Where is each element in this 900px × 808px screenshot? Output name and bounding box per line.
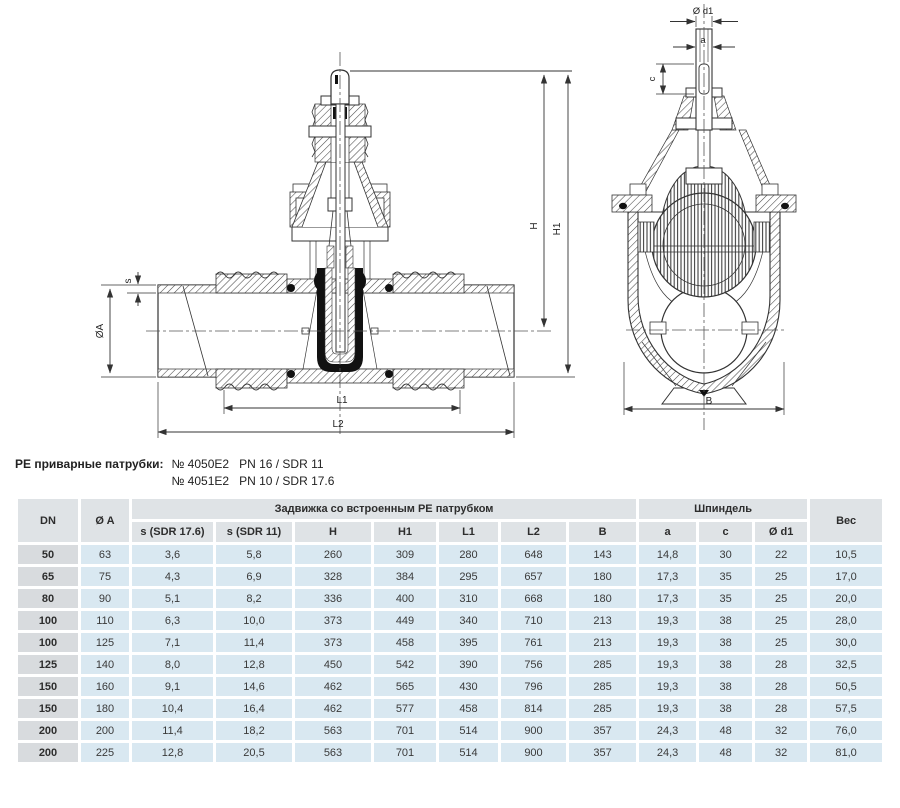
col-header-l1: L1 [439,522,498,542]
cell: 280 [439,545,498,564]
cell: 756 [501,655,566,674]
cell: 18,2 [216,721,292,740]
cell: 6,9 [216,567,292,586]
cell: 28 [755,655,807,674]
cell: 225 [81,743,129,762]
dim-label-da: ØA [95,323,106,339]
cell-dn: 125 [18,655,78,674]
cell: 24,3 [639,743,696,762]
cell: 38 [699,611,752,630]
cell: 309 [374,545,436,564]
cell-dn: 100 [18,611,78,630]
cell: 814 [501,699,566,718]
dim-label-c: c [647,76,658,82]
cell: 577 [374,699,436,718]
cell: 48 [699,721,752,740]
cell: 19,3 [639,655,696,674]
cell: 563 [295,743,371,762]
col-header-b: B [569,522,636,542]
cell: 701 [374,743,436,762]
cell: 357 [569,743,636,762]
cell: 180 [81,699,129,718]
note-line [171,456,334,473]
cell: 14,6 [216,677,292,696]
cell: 449 [374,611,436,630]
cell: 24,3 [639,721,696,740]
cell: 285 [569,677,636,696]
table-row [18,655,882,674]
cell: 38 [699,699,752,718]
cell: 8,0 [132,655,213,674]
pe-spigot-note [15,456,334,490]
cell: 563 [295,721,371,740]
dim-label-a: a [700,35,706,46]
cell: 514 [439,721,498,740]
front-view [146,52,554,436]
cell: 48 [699,743,752,762]
note-pressure-spec: PN 10 / SDR 17.6 [239,474,335,488]
cell: 19,3 [639,633,696,652]
table-header [18,499,882,542]
cell: 701 [374,721,436,740]
cell: 710 [501,611,566,630]
cell: 28,0 [810,611,882,630]
cell: 328 [295,567,371,586]
cell-dn: 200 [18,721,78,740]
table-row [18,721,882,740]
cell: 336 [295,589,371,608]
cell: 400 [374,589,436,608]
cell: 25 [755,611,807,630]
cell: 11,4 [132,721,213,740]
cell: 14,8 [639,545,696,564]
cell: 450 [295,655,371,674]
side-view [612,4,796,430]
note-article-number: № 4050E2 [171,457,230,471]
cell: 50,5 [810,677,882,696]
cell: 28 [755,699,807,718]
cell: 395 [439,633,498,652]
group-header-valve: Задвижка со встроенным PE патрубком [132,499,636,519]
cell: 340 [439,611,498,630]
cell-dn: 80 [18,589,78,608]
cell: 16,4 [216,699,292,718]
cell: 19,3 [639,677,696,696]
cell: 10,4 [132,699,213,718]
col-header-a: a [639,522,696,542]
cell: 357 [569,721,636,740]
cell: 213 [569,611,636,630]
col-header-l2: L2 [501,522,566,542]
cell: 12,8 [216,655,292,674]
cell: 90 [81,589,129,608]
cell: 160 [81,677,129,696]
table-row [18,677,882,696]
cell: 28 [755,677,807,696]
cell: 3,6 [132,545,213,564]
cell: 657 [501,567,566,586]
cell: 38 [699,655,752,674]
cell: 180 [569,567,636,586]
cell-dn: 100 [18,633,78,652]
cell: 10,5 [810,545,882,564]
cell: 110 [81,611,129,630]
cell: 668 [501,589,566,608]
cell: 796 [501,677,566,696]
dim-label-l1: L1 [336,395,348,406]
col-header-s-sdr11: s (SDR 11) [216,522,292,542]
cell: 35 [699,567,752,586]
cell: 462 [295,699,371,718]
cell: 12,8 [132,743,213,762]
cell: 295 [439,567,498,586]
cell: 76,0 [810,721,882,740]
cell: 900 [501,743,566,762]
cell: 430 [439,677,498,696]
cell: 63 [81,545,129,564]
dim-label-s: s [123,278,134,284]
cell: 35 [699,589,752,608]
cell: 260 [295,545,371,564]
dim-label-h1: H1 [552,222,563,236]
cell: 11,4 [216,633,292,652]
cell: 7,1 [132,633,213,652]
cell: 542 [374,655,436,674]
cell: 458 [439,699,498,718]
table-row [18,699,882,718]
table-row [18,567,882,586]
cell: 140 [81,655,129,674]
cell: 180 [569,589,636,608]
col-header-c: c [699,522,752,542]
cell: 462 [295,677,371,696]
cell: 285 [569,699,636,718]
col-header-h: H [295,522,371,542]
cell: 565 [374,677,436,696]
cell: 57,5 [810,699,882,718]
cell: 373 [295,611,371,630]
col-header-weight: Вес [810,499,882,542]
col-header-s-sdr176: s (SDR 17.6) [132,522,213,542]
cell: 143 [569,545,636,564]
cell: 900 [501,721,566,740]
col-header-da: Ø A [81,499,129,542]
cell: 125 [81,633,129,652]
cell: 25 [755,589,807,608]
spindle-rod [336,104,345,352]
cell: 310 [439,589,498,608]
cell: 20,5 [216,743,292,762]
note-label: PE приварные патрубки: [15,457,164,471]
table-row [18,545,882,564]
cell: 213 [569,633,636,652]
cell: 384 [374,567,436,586]
cell: 30 [699,545,752,564]
group-header-spindle: Шпиндель [639,499,807,519]
dim-label-dd1: Ø d1 [692,6,714,17]
col-header-dn: DN [18,499,78,542]
cell: 32,5 [810,655,882,674]
cell: 9,1 [132,677,213,696]
cell: 8,2 [216,589,292,608]
dim-label-l2: L2 [332,419,344,430]
cell: 32 [755,721,807,740]
cell: 17,0 [810,567,882,586]
table-row [18,611,882,630]
cell: 17,3 [639,589,696,608]
cell-dn: 150 [18,677,78,696]
note-line [171,473,334,490]
cell-dn: 50 [18,545,78,564]
cell: 38 [699,633,752,652]
cell: 200 [81,721,129,740]
cell: 38 [699,677,752,696]
col-header-d1: Ø d1 [755,522,807,542]
cell: 373 [295,633,371,652]
cell-dn: 65 [18,567,78,586]
cell: 390 [439,655,498,674]
cell: 761 [501,633,566,652]
cell: 5,1 [132,589,213,608]
cell-dn: 200 [18,743,78,762]
cell: 30,0 [810,633,882,652]
cell: 19,3 [639,699,696,718]
note-pressure-spec: PN 16 / SDR 11 [239,457,324,471]
table-row [18,589,882,608]
cell: 648 [501,545,566,564]
cell: 81,0 [810,743,882,762]
dim-label-b: B [705,396,713,407]
cell: 6,3 [132,611,213,630]
cell-dn: 150 [18,699,78,718]
cell: 25 [755,633,807,652]
cell: 20,0 [810,589,882,608]
cell: 10,0 [216,611,292,630]
cell: 75 [81,567,129,586]
note-article-number: № 4051E2 [171,474,230,488]
cell: 25 [755,567,807,586]
cell: 19,3 [639,611,696,630]
cell: 17,3 [639,567,696,586]
cell: 5,8 [216,545,292,564]
cell: 458 [374,633,436,652]
dimensions-table [15,496,885,765]
table-row [18,633,882,652]
col-header-h1: H1 [374,522,436,542]
table-row [18,743,882,762]
cell: 285 [569,655,636,674]
cell: 514 [439,743,498,762]
cell: 32 [755,743,807,762]
cell: 22 [755,545,807,564]
cell: 4,3 [132,567,213,586]
dim-label-h: H [529,222,540,230]
table-body [18,545,882,762]
